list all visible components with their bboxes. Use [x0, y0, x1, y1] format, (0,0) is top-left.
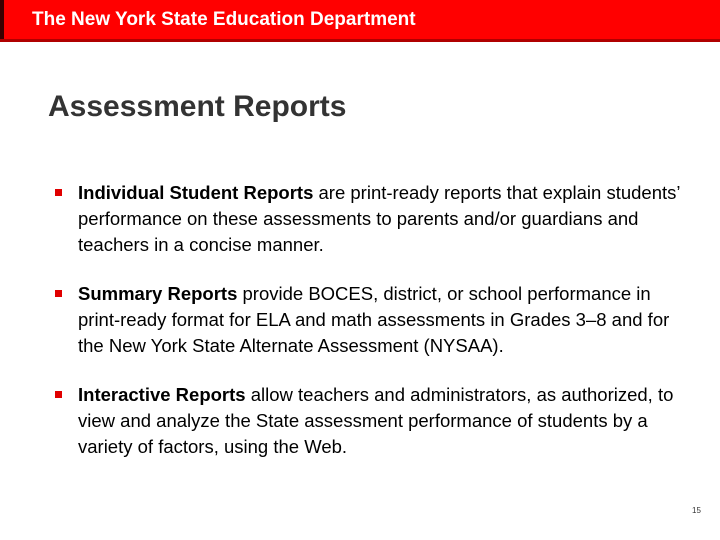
- bullet-text: provide BOCES, district, or school performance in print-ready format for ELA and math assessments in Grades 3–8 and for the New York State Alternate Assessment (NYSAA).: [78, 283, 670, 356]
- bullet-item-individual-student-reports: [53, 180, 693, 258]
- bullet-item-interactive-reports: [53, 382, 693, 460]
- bullet-text: are print-ready reports that explain students’ performance on these assessments to parents and/or guardians and teachers in a concise manner.: [78, 182, 680, 255]
- bullet-term: Interactive Reports: [78, 384, 246, 405]
- bullet-item-summary-reports: [53, 281, 693, 359]
- page-number: 15: [692, 506, 701, 515]
- bullet-text: allow teachers and administrators, as authorized, to view and analyze the State assessment performance of students by a variety of factors, using the Web.: [78, 384, 674, 457]
- square-bullet-icon: [55, 290, 62, 297]
- square-bullet-icon: [55, 391, 62, 398]
- header-bottom-edge: [0, 39, 720, 42]
- bullet-term: Individual Student Reports: [78, 182, 314, 203]
- square-bullet-icon: [55, 189, 62, 196]
- bullet-list: [53, 180, 693, 483]
- page-title: Assessment Reports: [48, 90, 347, 123]
- header-bar: [0, 0, 720, 42]
- bullet-term: Summary Reports: [78, 283, 238, 304]
- header-title: The New York State Education Department: [32, 9, 416, 30]
- header-left-edge: [0, 0, 4, 42]
